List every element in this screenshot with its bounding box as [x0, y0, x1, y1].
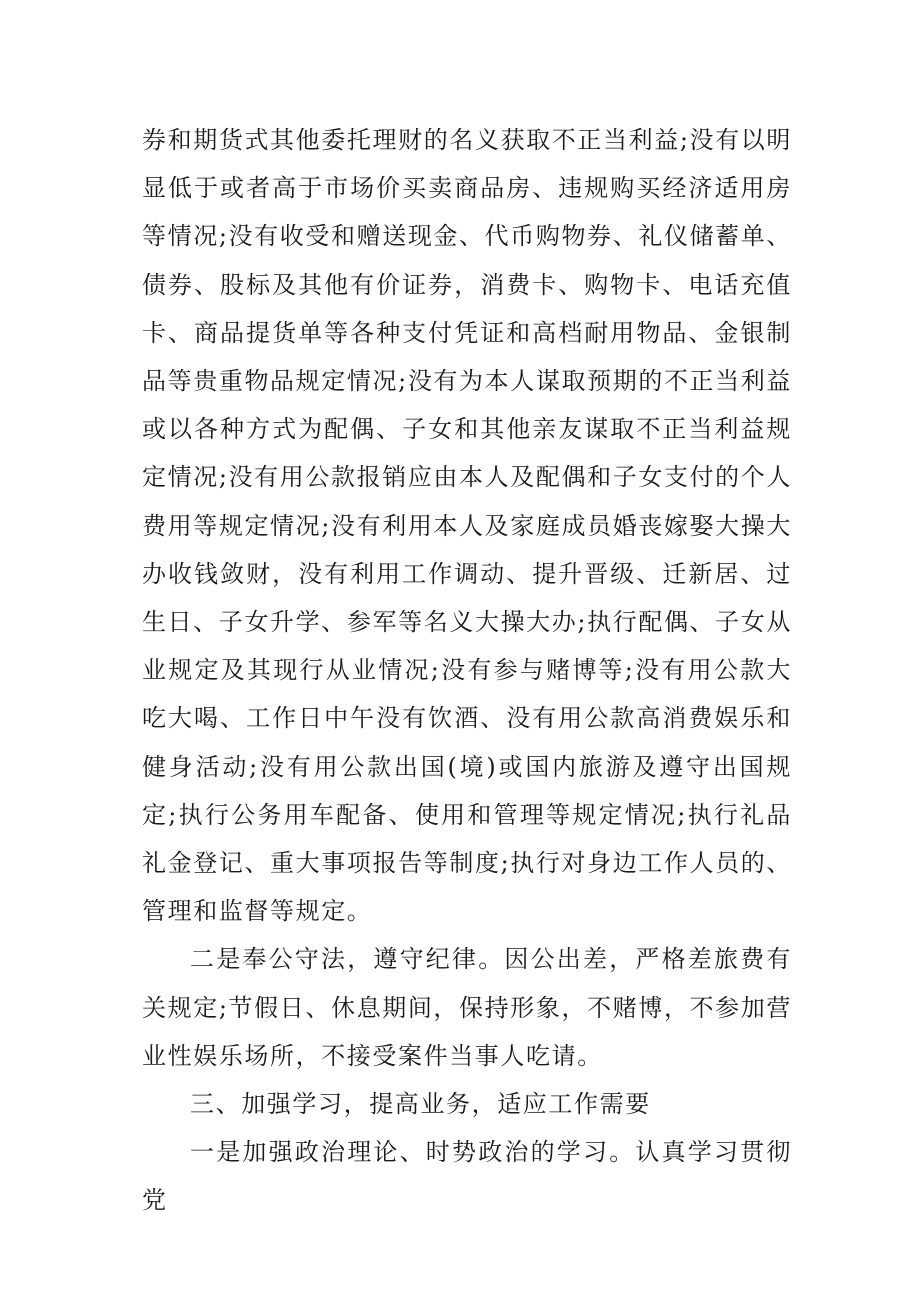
document-body — [142, 116, 792, 1225]
paragraph-political-study: 一是加强政治理论、时势政治的学习。认真学习贯彻党 — [142, 1138, 792, 1215]
section-heading-study: 三、加强学习，提高业务，适应工作需要 — [190, 1090, 651, 1119]
paragraph-integrity-checklist: 券和期货式其他委托理财的名义获取不正当利益;没有以明显低于或者高于市场价买卖商品房、违规购买经济适用房等情况;没有收受和赠送现金、代币购物券、礼仪储蓄单、债券、股标及其他有价证券，消费卡、购物卡、电话充值卡、商品提货单等各种支付凭证和高档耐用物品、金银制品等贵重物品规定情况;没有为本人谋取预期的不正当利益或以各种方式为配偶、子女和其他亲友谋取不正当利益规定情况;没有用公款报销应由本人及配偶和子女支付的个人费用等规定情况;没有利用本人及家庭成员婚丧嫁娶大操大办收钱敛财，没有利用工作调动、提升晋级、迁新居、过生日、子女升学、参军等名义大操大办;执行配偶、子女从业规定及其现行从业情况;没有参与赌博等;没有用公款大吃大喝、工作日中午没有饮酒、没有用公款高消费娱乐和健身活动;没有用公款出国(境)或国内旅游及遵守出国规定;执行公务用车配备、使用和管理等规定情况;执行礼品礼金登记、重大事项报告等制度;执行对身边工作人员的、管理和监督等规定。 — [142, 126, 792, 926]
paragraph-obey-discipline: 二是奉公守法，遵守纪律。因公出差，严格差旅费有关规定;节假日、休息期间，保持形象，不赌博，不参加营业性娱乐场所，不接受案件当事人吃请。 — [142, 945, 792, 1070]
